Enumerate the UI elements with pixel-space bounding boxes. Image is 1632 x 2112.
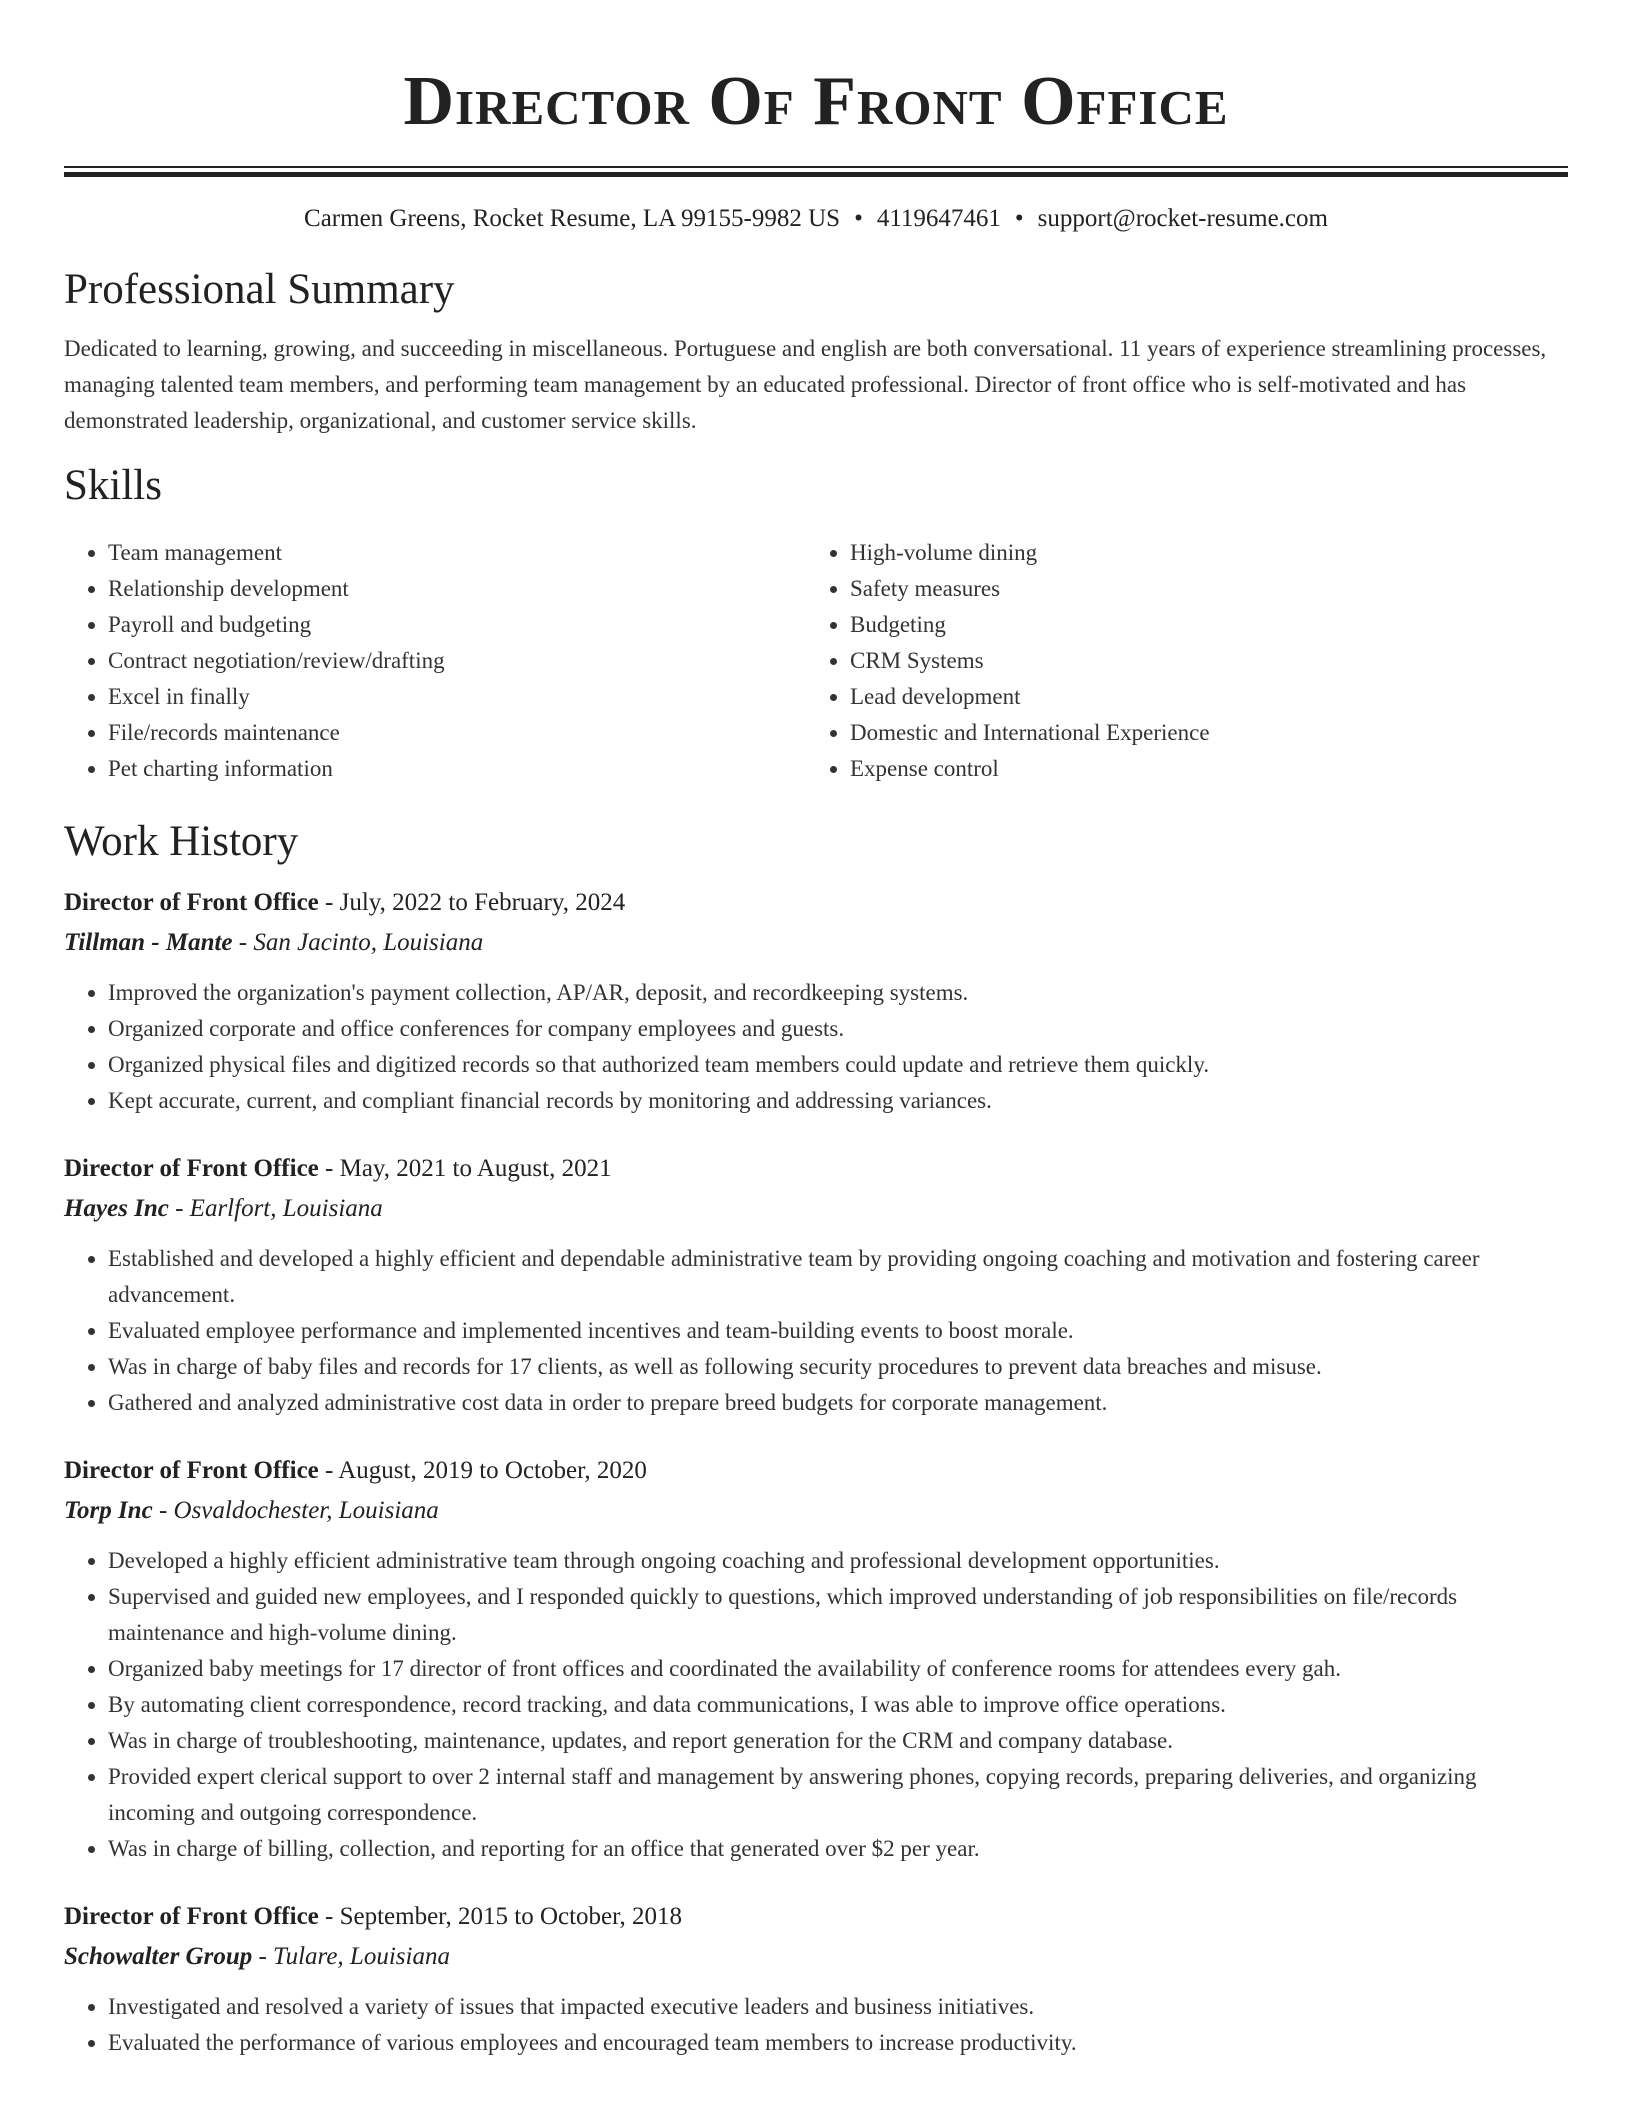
job-entry <box>64 1149 1568 1421</box>
job-bullet: • Improved the organization's payment collection, AP/AR, deposit, and recordkeeping systems. <box>108 975 1568 1011</box>
skill-item: • Pet charting information <box>108 751 806 787</box>
skill-item: • High-volume dining <box>850 535 1548 571</box>
skill-item: • Relationship development <box>108 571 806 607</box>
title-divider <box>64 166 1568 177</box>
contact-phone: 4119647461 <box>876 205 1001 232</box>
job-bullet: • Established and developed a highly efficient and dependable administrative team by providing ongoing coaching and motivation and fostering career advancement. <box>108 1241 1568 1313</box>
skill-item: • Lead development <box>850 679 1548 715</box>
summary-text: Dedicated to learning, growing, and succeeding in miscellaneous. Portuguese and english are both conversational. 11 years of experience streamlining processes, managing talented team members, and performing team management by an educated professional. Director of front office who is self-motivated and has demonstrated leadership, organizational, and customer service skills. <box>64 336 1547 433</box>
skill-item: • File/records maintenance <box>108 715 806 751</box>
resume-title: Director Of Front Office <box>403 63 1229 140</box>
job-entry <box>64 1897 1568 2061</box>
job-role: Director of Front Office <box>64 1903 319 1930</box>
job-entry <box>64 1451 1568 1867</box>
contact-separator: • <box>854 205 863 232</box>
contact-separator: • <box>1014 205 1024 232</box>
job-dates: - August, 2019 to October, 2020 <box>318 1457 647 1484</box>
skills-list <box>64 535 1568 787</box>
job-bullet: • Organized baby meetings for 17 director of front offices and coordinated the availability of conference rooms for attendees every gah. <box>108 1651 1568 1687</box>
skill-item: • Contract negotiation/review/drafting <box>108 643 806 679</box>
job-company-line <box>64 1189 1568 1229</box>
skills-column-right <box>806 535 1548 787</box>
skill-item: • CRM Systems <box>850 643 1548 679</box>
skill-item: • Team management <box>108 535 806 571</box>
job-company: Torp Inc <box>64 1497 153 1524</box>
resume-page <box>64 0 1568 2061</box>
job-dates: - July, 2022 to February, 2024 <box>318 889 626 916</box>
job-bullet: • Was in charge of billing, collection, and reporting for an office that generated over $2 per year. <box>108 1831 1568 1867</box>
skill-item: • Budgeting <box>850 607 1548 643</box>
job-bullet: • Kept accurate, current, and compliant financial records by monitoring and addressing variances. <box>108 1083 1568 1119</box>
job-header <box>64 883 1568 923</box>
job-bullet: • Gathered and analyzed administrative cost data in order to prepare breed budgets for corporate management. <box>108 1385 1568 1421</box>
job-bullet: • Investigated and resolved a variety of issues that impacted executive leaders and business initiatives. <box>108 1989 1568 2025</box>
job-company: Schowalter Group <box>64 1943 253 1970</box>
job-bullet: • By automating client correspondence, record tracking, and data communications, I was able to improve office operations. <box>108 1687 1568 1723</box>
job-bullet: • Organized physical files and digitized records so that authorized team members could update and retrieve them quickly. <box>108 1047 1568 1083</box>
job-dates: - September, 2015 to October, 2018 <box>318 1903 682 1930</box>
job-bullet: • Evaluated the performance of various employees and encouraged team members to increase productivity. <box>108 2025 1568 2061</box>
job-company-line <box>64 1491 1568 1531</box>
job-dates: - May, 2021 to August, 2021 <box>318 1155 612 1182</box>
job-location: - San Jacinto, Louisiana <box>232 929 484 956</box>
job-role: Director of Front Office <box>64 1155 319 1182</box>
job-location: - Tulare, Louisiana <box>252 1943 450 1970</box>
contact-line <box>64 203 1568 235</box>
job-bullets <box>64 975 1568 1119</box>
job-bullets <box>64 1543 1568 1867</box>
summary-heading: Professional Summary <box>64 266 455 313</box>
job-bullet: • Evaluated employee performance and implemented incentives and team-building events to boost morale. <box>108 1313 1568 1349</box>
job-bullets <box>64 1241 1568 1421</box>
job-bullets <box>64 1989 1568 2061</box>
job-role: Director of Front Office <box>64 1457 319 1484</box>
job-location: - Osvaldochester, Louisiana <box>152 1497 439 1524</box>
work-history-heading: Work History <box>64 818 299 865</box>
job-company-line <box>64 923 1568 963</box>
job-entry <box>64 883 1568 1119</box>
job-bullet: • Was in charge of troubleshooting, maintenance, updates, and report generation for the CRM and company database. <box>108 1723 1568 1759</box>
job-location: - Earlfort, Louisiana <box>168 1195 383 1222</box>
skill-item: • Payroll and budgeting <box>108 607 806 643</box>
job-company: Hayes Inc <box>64 1195 169 1222</box>
contact-address: Carmen Greens, Rocket Resume, LA 99155-9982 US <box>304 205 841 232</box>
job-company: Tillman - Mante <box>64 929 233 956</box>
contact-email: support@rocket-resume.com <box>1037 205 1328 232</box>
job-bullet: • Was in charge of baby files and records for 17 clients, as well as following security procedures to prevent data breaches and misuse. <box>108 1349 1568 1385</box>
skills-heading: Skills <box>64 462 162 509</box>
skill-item: • Domestic and International Experience <box>850 715 1548 751</box>
job-header <box>64 1149 1568 1189</box>
skill-item: • Excel in finally <box>108 679 806 715</box>
job-bullet: • Provided expert clerical support to over 2 internal staff and management by answering phones, copying records, preparing deliveries, and organizing incoming and outgoing correspondence. <box>108 1759 1568 1831</box>
job-header <box>64 1451 1568 1491</box>
job-bullet: • Developed a highly efficient administrative team through ongoing coaching and professional development opportunities. <box>108 1543 1568 1579</box>
job-bullet: • Supervised and guided new employees, and I responded quickly to questions, which improved understanding of job responsibilities on file/records maintenance and high-volume dining. <box>108 1579 1568 1651</box>
skill-item: • Safety measures <box>850 571 1548 607</box>
skills-column-left <box>64 535 806 787</box>
job-company-line <box>64 1937 1568 1977</box>
skill-item: • Expense control <box>850 751 1548 787</box>
job-header <box>64 1897 1568 1937</box>
job-bullet: • Organized corporate and office conferences for company employees and guests. <box>108 1011 1568 1047</box>
job-role: Director of Front Office <box>64 889 319 916</box>
